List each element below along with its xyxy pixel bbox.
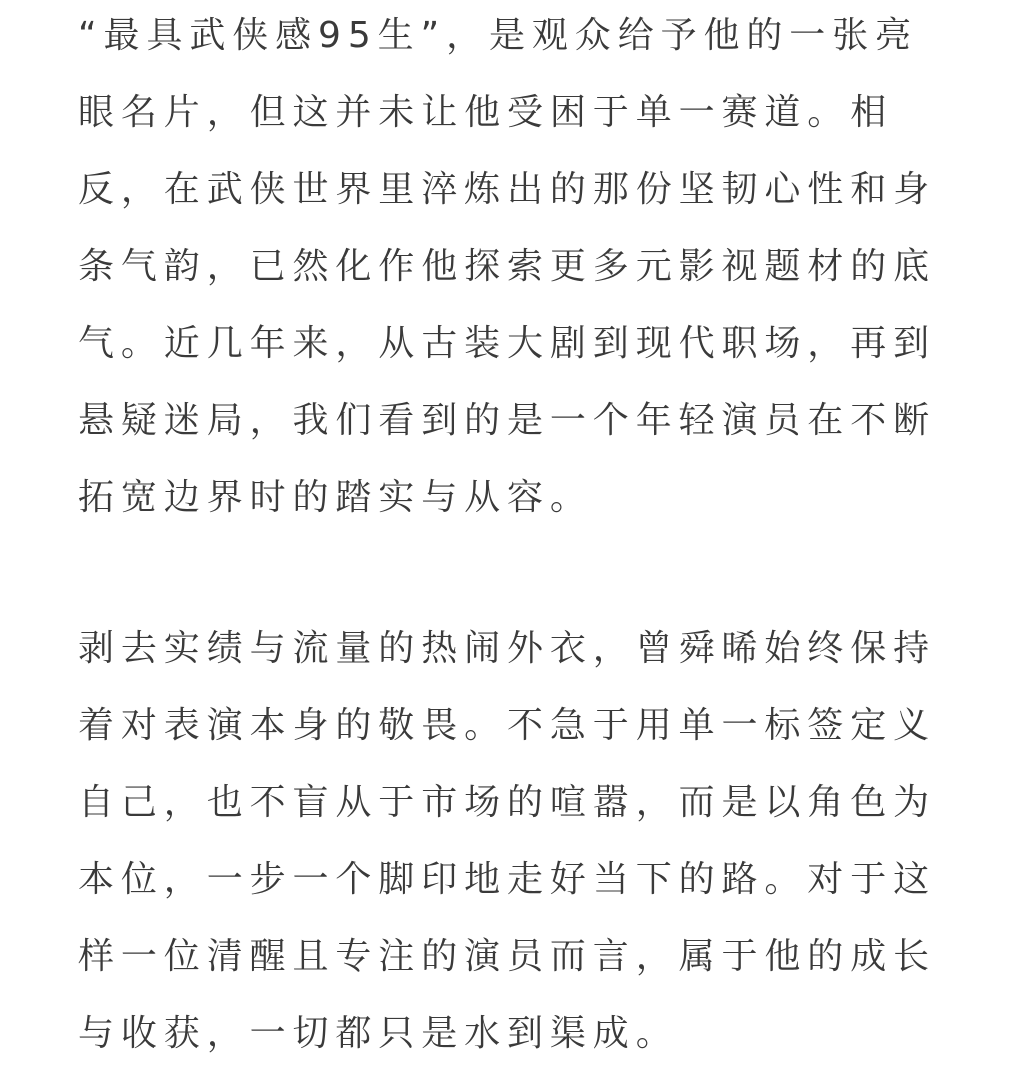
paragraph-1-line-6: 悬疑迷局，我们看到的是一个年轻演员在不断 xyxy=(78,400,937,441)
paragraph-2-line-2: 着对表演本身的敬畏。不急于用单一标签定义 xyxy=(78,705,937,746)
paragraph-spacer xyxy=(78,536,940,610)
paragraph-1-line-2: 眼名片，但这并未让他受困于单一赛道。相 xyxy=(78,92,894,133)
paragraph-1-line-5: 气。近几年来，从古装大剧到现代职场，再到 xyxy=(78,323,937,364)
paragraph-2-line-3: 自己，也不盲从于市场的喧嚣，而是以角色为 xyxy=(78,782,937,823)
paragraph-1-line-7: 拓宽边界时的踏实与从容。 xyxy=(78,477,593,518)
paragraph-1-line-3: 反，在武侠世界里淬炼出的那份坚韧心性和身 xyxy=(78,169,937,210)
article-body xyxy=(78,0,940,1072)
paragraph-1-line-1: “最具武侠感95生”，是观众给予他的一张亮 xyxy=(78,15,919,56)
paragraph-2-line-1: 剥去实绩与流量的热闹外衣，曾舜晞始终保持 xyxy=(78,628,937,669)
paragraph-1-line-4: 条气韵，已然化作他探索更多元影视题材的底 xyxy=(78,246,937,287)
paragraph-1 xyxy=(78,0,940,536)
paragraph-2-line-4: 本位，一步一个脚印地走好当下的路。对于这 xyxy=(78,859,937,900)
paragraph-2 xyxy=(78,610,940,1072)
paragraph-2-line-5: 样一位清醒且专注的演员而言，属于他的成长 xyxy=(78,936,937,977)
paragraph-2-line-6: 与收获，一切都只是水到渠成。 xyxy=(78,1013,679,1054)
